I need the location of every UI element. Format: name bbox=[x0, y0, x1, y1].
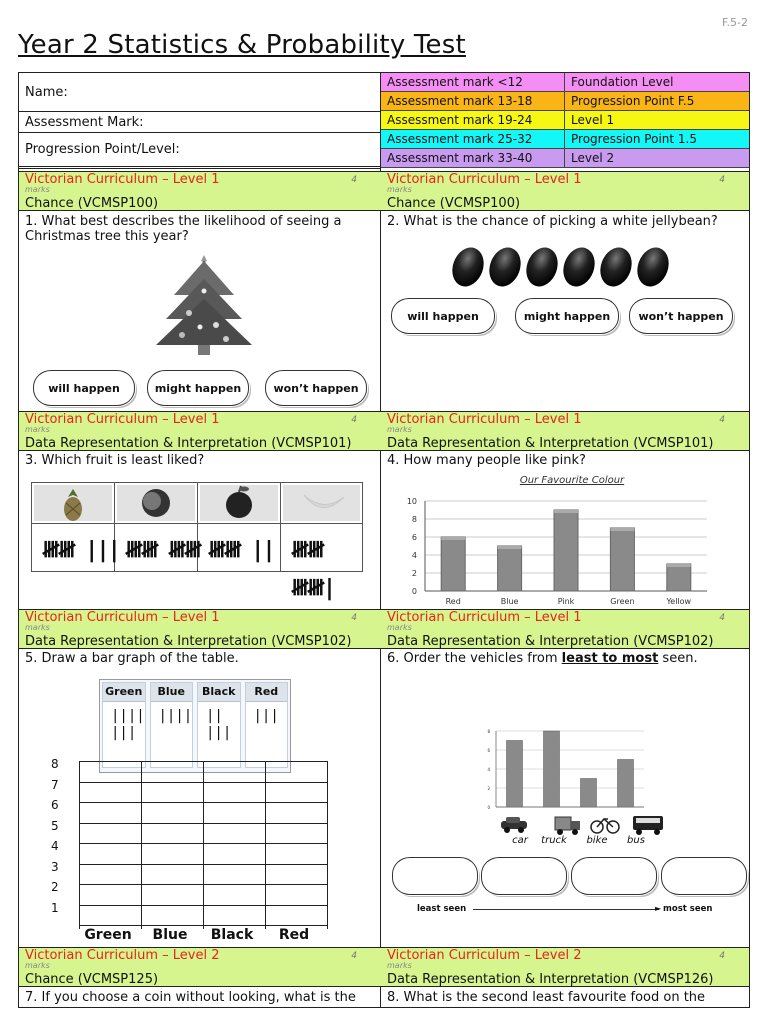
y-tick-label: 2 bbox=[487, 786, 490, 791]
tally-marks: || ||| bbox=[206, 708, 232, 741]
blank-bar-graph[interactable] bbox=[49, 757, 349, 957]
rubric-row bbox=[381, 130, 749, 149]
q6-text-prefix: 6. Order the vehicles from bbox=[387, 651, 562, 666]
choice-cloud[interactable]: will happen bbox=[391, 298, 495, 334]
order-arrow bbox=[473, 909, 659, 910]
x-tick-label: Blue bbox=[500, 597, 519, 606]
rubric-range: Assessment mark 25-32 bbox=[381, 130, 565, 148]
grid-column-line bbox=[327, 761, 328, 929]
curriculum-level: Victorian Curriculum – Level 1 bbox=[387, 412, 582, 427]
rubric-range: Assessment mark 33-40 bbox=[381, 149, 565, 167]
question-6 bbox=[387, 651, 747, 666]
favourite-colour-chart bbox=[387, 471, 727, 611]
curriculum-level: Victorian Curriculum – Level 2 bbox=[25, 948, 220, 963]
jellybean-icon bbox=[632, 243, 674, 291]
tally-column bbox=[102, 682, 146, 768]
bar bbox=[507, 741, 523, 808]
rubric-level: Progression Point F.5 bbox=[571, 94, 695, 108]
assessment-mark-field[interactable] bbox=[19, 112, 381, 133]
grid-column-line bbox=[79, 761, 80, 929]
x-tick-label: Red bbox=[445, 597, 461, 606]
marks-value: 4 bbox=[351, 951, 357, 961]
assessment-mark-label: Assessment Mark: bbox=[25, 114, 144, 130]
bar-top bbox=[610, 528, 634, 531]
level-label: Progression Point/Level: bbox=[25, 142, 180, 157]
y-tick-label: 5 bbox=[51, 818, 59, 833]
tally-marks: 𝍸𝍸 ||| bbox=[42, 538, 119, 563]
fruit-tally-table bbox=[31, 482, 363, 601]
y-tick-label: 4 bbox=[411, 551, 417, 560]
jellybean-icon bbox=[521, 243, 563, 291]
section-header bbox=[381, 947, 749, 987]
curriculum-code: Chance (VCMSP100) bbox=[25, 196, 159, 211]
bar bbox=[544, 731, 560, 807]
y-tick-label: 2 bbox=[411, 569, 417, 578]
x-tick-label: Yellow bbox=[666, 597, 692, 606]
q6-emphasis: least to most bbox=[561, 651, 659, 666]
y-tick-label: 0 bbox=[487, 805, 490, 810]
tally-marks: 𝍸𝍸 𝍸𝍸 bbox=[125, 538, 201, 563]
marks-value: 4 bbox=[719, 175, 725, 185]
bar bbox=[618, 760, 634, 808]
y-tick-label: 7 bbox=[51, 777, 59, 792]
rubric-range: Assessment mark <12 bbox=[381, 73, 565, 91]
tally-header: Black bbox=[198, 683, 240, 702]
marks-label: marks bbox=[387, 185, 412, 194]
jellybean-icon bbox=[484, 243, 526, 291]
vehicle-label: bus bbox=[627, 835, 645, 846]
bike-icon bbox=[591, 819, 619, 833]
page-title: Year 2 Statistics & Probability Test bbox=[18, 30, 466, 60]
x-category-label: Green bbox=[84, 927, 132, 943]
rubric-level: Progression Point 1.5 bbox=[571, 132, 697, 146]
tally-marks: 𝍸𝍸 || bbox=[208, 538, 274, 563]
tally-marks: |||| ||| bbox=[111, 708, 145, 741]
marks-label: marks bbox=[25, 623, 50, 632]
test-sheet bbox=[18, 72, 750, 1008]
tally-column bbox=[245, 682, 289, 768]
marks-value: 4 bbox=[351, 415, 357, 425]
tally-header: Green bbox=[103, 683, 145, 702]
rubric-row bbox=[381, 149, 749, 168]
tally-column bbox=[197, 682, 241, 768]
marks-label: marks bbox=[387, 961, 412, 970]
curriculum-code: Data Representation & Interpretation (VCMSP102) bbox=[387, 634, 714, 649]
bar-top bbox=[498, 546, 522, 549]
curriculum-level: Victorian Curriculum – Level 2 bbox=[387, 948, 582, 963]
y-tick-label: 8 bbox=[487, 729, 490, 734]
bus-icon bbox=[633, 816, 663, 835]
answer-cloud[interactable] bbox=[392, 857, 478, 895]
tally-marks: 𝍸𝍸 𝍸𝍸| bbox=[291, 538, 335, 601]
rubric-row bbox=[381, 111, 749, 130]
choice-cloud[interactable]: might happen bbox=[515, 298, 619, 334]
x-category-label: Black bbox=[210, 927, 254, 943]
most-seen-label: most seen bbox=[663, 904, 713, 914]
bar-top bbox=[441, 537, 465, 540]
y-tick-label: 6 bbox=[51, 798, 59, 812]
curriculum-level: Victorian Curriculum – Level 1 bbox=[25, 412, 220, 427]
choice-cloud[interactable]: won’t happen bbox=[629, 298, 733, 334]
marks-label: marks bbox=[387, 623, 412, 632]
section-header bbox=[381, 609, 749, 649]
vehicle-chart bbox=[474, 723, 649, 813]
question-3: 3. Which fruit is least liked? bbox=[25, 453, 205, 468]
answer-cloud[interactable] bbox=[481, 857, 567, 895]
section-header bbox=[19, 171, 381, 211]
tally-marks: |||| bbox=[158, 708, 193, 724]
curriculum-level: Victorian Curriculum – Level 1 bbox=[25, 610, 220, 625]
least-seen-label: least seen bbox=[417, 904, 467, 914]
y-tick-label: 0 bbox=[411, 587, 417, 596]
rubric-row bbox=[381, 73, 749, 92]
marks-value: 4 bbox=[351, 175, 357, 185]
marks-label: marks bbox=[25, 961, 50, 970]
curriculum-code: Data Representation & Interpretation (VCMSP126) bbox=[387, 972, 714, 987]
y-tick-label: 10 bbox=[406, 497, 417, 506]
question-2: 2. What is the chance of picking a white jellybean? bbox=[387, 214, 718, 229]
section-header bbox=[381, 171, 749, 211]
question-7: 7. If you choose a coin without looking, what is the bbox=[25, 990, 356, 1005]
bar-top bbox=[554, 510, 578, 513]
section-header bbox=[19, 411, 381, 451]
curriculum-level: Victorian Curriculum – Level 1 bbox=[387, 172, 582, 187]
grid-column-line bbox=[203, 761, 204, 929]
y-tick-label: 6 bbox=[411, 533, 417, 542]
grid-column-line bbox=[141, 761, 142, 929]
tally-marks: ||| bbox=[253, 708, 279, 724]
curriculum-code: Data Representation & Interpretation (VCMSP101) bbox=[25, 436, 352, 451]
curriculum-code: Data Representation & Interpretation (VCMSP101) bbox=[387, 436, 714, 451]
marks-value: 4 bbox=[719, 415, 725, 425]
question-4: 4. How many people like pink? bbox=[387, 453, 586, 468]
curriculum-level: Victorian Curriculum – Level 1 bbox=[25, 172, 220, 187]
x-category-label: Red bbox=[278, 927, 310, 943]
curriculum-code: Data Representation & Interpretation (VCMSP102) bbox=[25, 634, 352, 649]
question-8: 8. What is the second least favourite food on the bbox=[387, 990, 706, 1005]
name-label: Name: bbox=[25, 84, 68, 100]
y-tick-label: 4 bbox=[51, 839, 59, 853]
section-header bbox=[19, 609, 381, 649]
answer-cloud[interactable] bbox=[661, 857, 747, 895]
chart-title: Our Favourite Colour bbox=[519, 475, 625, 486]
car-icon bbox=[501, 817, 527, 833]
truck-icon bbox=[555, 817, 580, 835]
rubric-range: Assessment mark 13-18 bbox=[381, 92, 565, 110]
rubric-level: Level 2 bbox=[571, 151, 615, 165]
marks-value: 4 bbox=[351, 613, 357, 623]
vehicle-label: bike bbox=[586, 835, 608, 846]
bar bbox=[581, 779, 597, 808]
page-code: F.5-2 bbox=[721, 16, 748, 29]
curriculum-code: Chance (VCMSP100) bbox=[387, 196, 521, 211]
vehicle-icons bbox=[497, 813, 667, 837]
tally-header: Red bbox=[246, 683, 288, 702]
answer-cloud[interactable] bbox=[571, 857, 657, 895]
x-tick-label: Green bbox=[610, 597, 635, 606]
grid-line bbox=[79, 925, 327, 926]
rubric-range: Assessment mark 19-24 bbox=[381, 111, 565, 129]
y-tick-label: 2 bbox=[51, 880, 59, 894]
rubric-level: Level 1 bbox=[571, 113, 615, 127]
bar-top bbox=[667, 564, 691, 567]
grid-column-line bbox=[265, 761, 266, 929]
y-tick-label: 8 bbox=[51, 757, 59, 771]
y-tick-label: 4 bbox=[487, 767, 490, 772]
bar bbox=[610, 528, 634, 591]
x-category-label: Blue bbox=[152, 927, 188, 943]
vehicle-label: truck bbox=[541, 835, 567, 846]
jellybean-icon bbox=[595, 243, 637, 291]
jellybean-icon bbox=[558, 243, 600, 291]
column-divider bbox=[380, 73, 381, 1007]
level-field[interactable] bbox=[19, 133, 381, 169]
bar bbox=[667, 564, 691, 591]
y-tick-label: 6 bbox=[487, 748, 490, 753]
christmas-tree-image bbox=[154, 255, 254, 359]
question-5: 5. Draw a bar graph of the table. bbox=[25, 651, 239, 666]
marks-label: marks bbox=[25, 425, 50, 434]
arrow-head: ► bbox=[655, 904, 662, 913]
choice-cloud[interactable]: will happen bbox=[33, 370, 135, 406]
y-tick-label: 3 bbox=[51, 859, 59, 874]
curriculum-code: Chance (VCMSP125) bbox=[25, 972, 159, 987]
rubric-level: Foundation Level bbox=[571, 75, 674, 89]
x-tick-label: Pink bbox=[557, 597, 575, 606]
bar bbox=[554, 510, 578, 591]
choice-cloud[interactable]: might happen bbox=[147, 370, 249, 406]
bar bbox=[441, 537, 465, 591]
rubric-row bbox=[381, 92, 749, 111]
vehicle-label: car bbox=[512, 835, 528, 846]
y-tick-label: 1 bbox=[51, 900, 59, 915]
marks-value: 4 bbox=[719, 951, 725, 961]
marks-label: marks bbox=[387, 425, 412, 434]
y-tick-label: 8 bbox=[411, 515, 417, 524]
choice-cloud[interactable]: won’t happen bbox=[265, 370, 367, 406]
q6-text-suffix: seen. bbox=[658, 651, 698, 666]
tally-header: Blue bbox=[151, 683, 193, 702]
orange-icon bbox=[142, 489, 170, 517]
tally-column bbox=[150, 682, 194, 768]
jellybean-icon bbox=[447, 243, 489, 291]
name-field[interactable] bbox=[19, 73, 381, 112]
bar bbox=[498, 546, 522, 591]
marks-value: 4 bbox=[719, 613, 725, 623]
marks-label: marks bbox=[25, 185, 50, 194]
section-header bbox=[381, 411, 749, 451]
curriculum-level: Victorian Curriculum – Level 1 bbox=[387, 610, 582, 625]
question-1: 1. What best describes the likelihood of seeing a Christmas tree this year? bbox=[25, 214, 342, 244]
